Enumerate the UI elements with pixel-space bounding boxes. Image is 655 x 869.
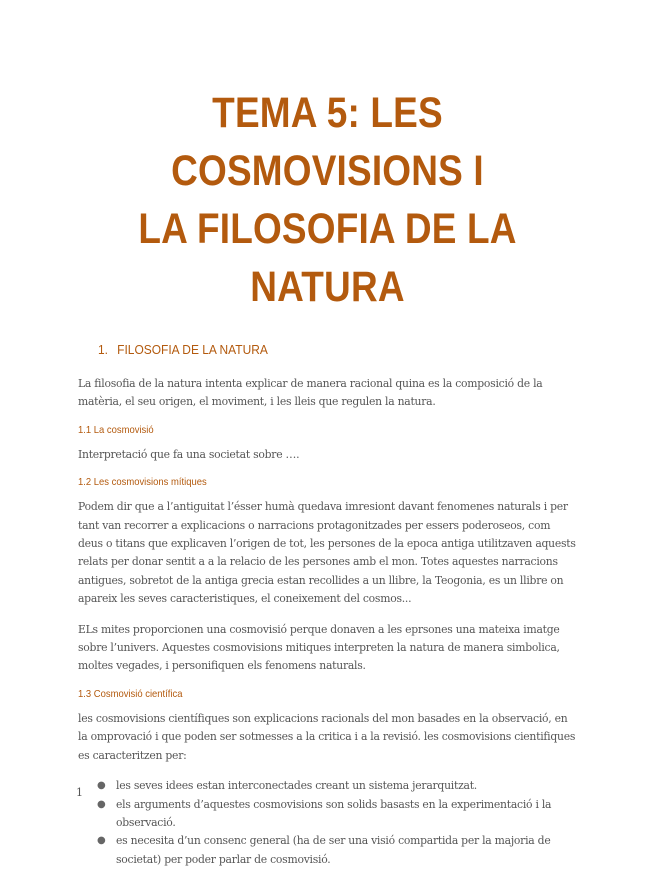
- document-title: [104, 84, 550, 316]
- subsection-heading-cientifica: 1.3 Cosmovisió científica: [78, 687, 183, 700]
- title-line-2: LA FILOSOFIA DE LA NATURA: [138, 205, 517, 311]
- characteristics-list: [78, 777, 577, 869]
- cientifica-paragraph: les cosmovisions científiques son explicacions racionals del mon basades en la observació, en la omprovació i que poden ser sotmesses a la critica i a la revisió. les cosmovisions cientifiques es caracteritzen per:: [78, 711, 576, 762]
- section-heading: [98, 342, 539, 357]
- list-item-text: les seves idees estan interconectades creant un sistema jerarquitzat.: [116, 779, 477, 793]
- section-number: 1.: [98, 342, 108, 357]
- list-item: [78, 777, 577, 795]
- section-title: FILOSOFIA DE LA NATURA: [117, 342, 268, 357]
- mitiques-paragraph-2: ELs mites proporcionen una cosmovisió perque donaven a les eprsones una mateixa imatge sobre l’univers. Aquestes cosmovisions mitiques interpreten la natura de manera simbolica, moltes vegades, i personifiquen els fenomens naturals.: [78, 622, 560, 673]
- list-item: [78, 796, 577, 833]
- list-item-text: es necesita d’un consenc general (ha de ser una visió compartida per la majoria de societat) per poder parlar de cosmovisió.: [116, 834, 551, 866]
- page-number: 1: [76, 786, 83, 799]
- mitiques-paragraph-1: Podem dir que a l’antiguitat l’ésser humà quedava imresiont davant fenomenes naturals i per tant van recorrer a explicacions o narracions protagonitzades per essers poderoseos, com deus o titans que explicaven l’origen de tot, les persones de la epoca antiga utilitzaven aquests relats per donar sentit a a la relacio de les persones amb el mon. Totes aquestes narracions antigues, sobretot de la antiga grecia estan recollides a un llibre, la Teogonia, es un llibre on apareix les seves caracteristiques, el coneixement del cosmos...: [78, 500, 576, 606]
- title-line-1: TEMA 5: LES COSMOVISIONS I: [171, 89, 484, 195]
- section-intro-paragraph: La filosofia de la natura intenta explicar de manera racional quina es la composició de la matèria, el seu origen, el moviment, i les lleis que regulen la natura.: [78, 377, 543, 409]
- bullet-icon: ●: [97, 780, 106, 792]
- bullet-icon: ●: [97, 798, 106, 810]
- subsection-heading-mitiques: 1.2 Les cosmovisions mítiques: [78, 476, 207, 489]
- cosmovisio-paragraph: Interpretació que fa una societat sobre ….: [78, 447, 300, 461]
- list-item-text: els arguments d’aquestes cosmovisions son solids basasts en la experimentació i la observació.: [116, 797, 552, 829]
- bullet-icon: ●: [97, 835, 106, 847]
- list-item: [78, 832, 577, 869]
- subsection-heading-cosmovisio: 1.1 La cosmovisió: [78, 423, 154, 436]
